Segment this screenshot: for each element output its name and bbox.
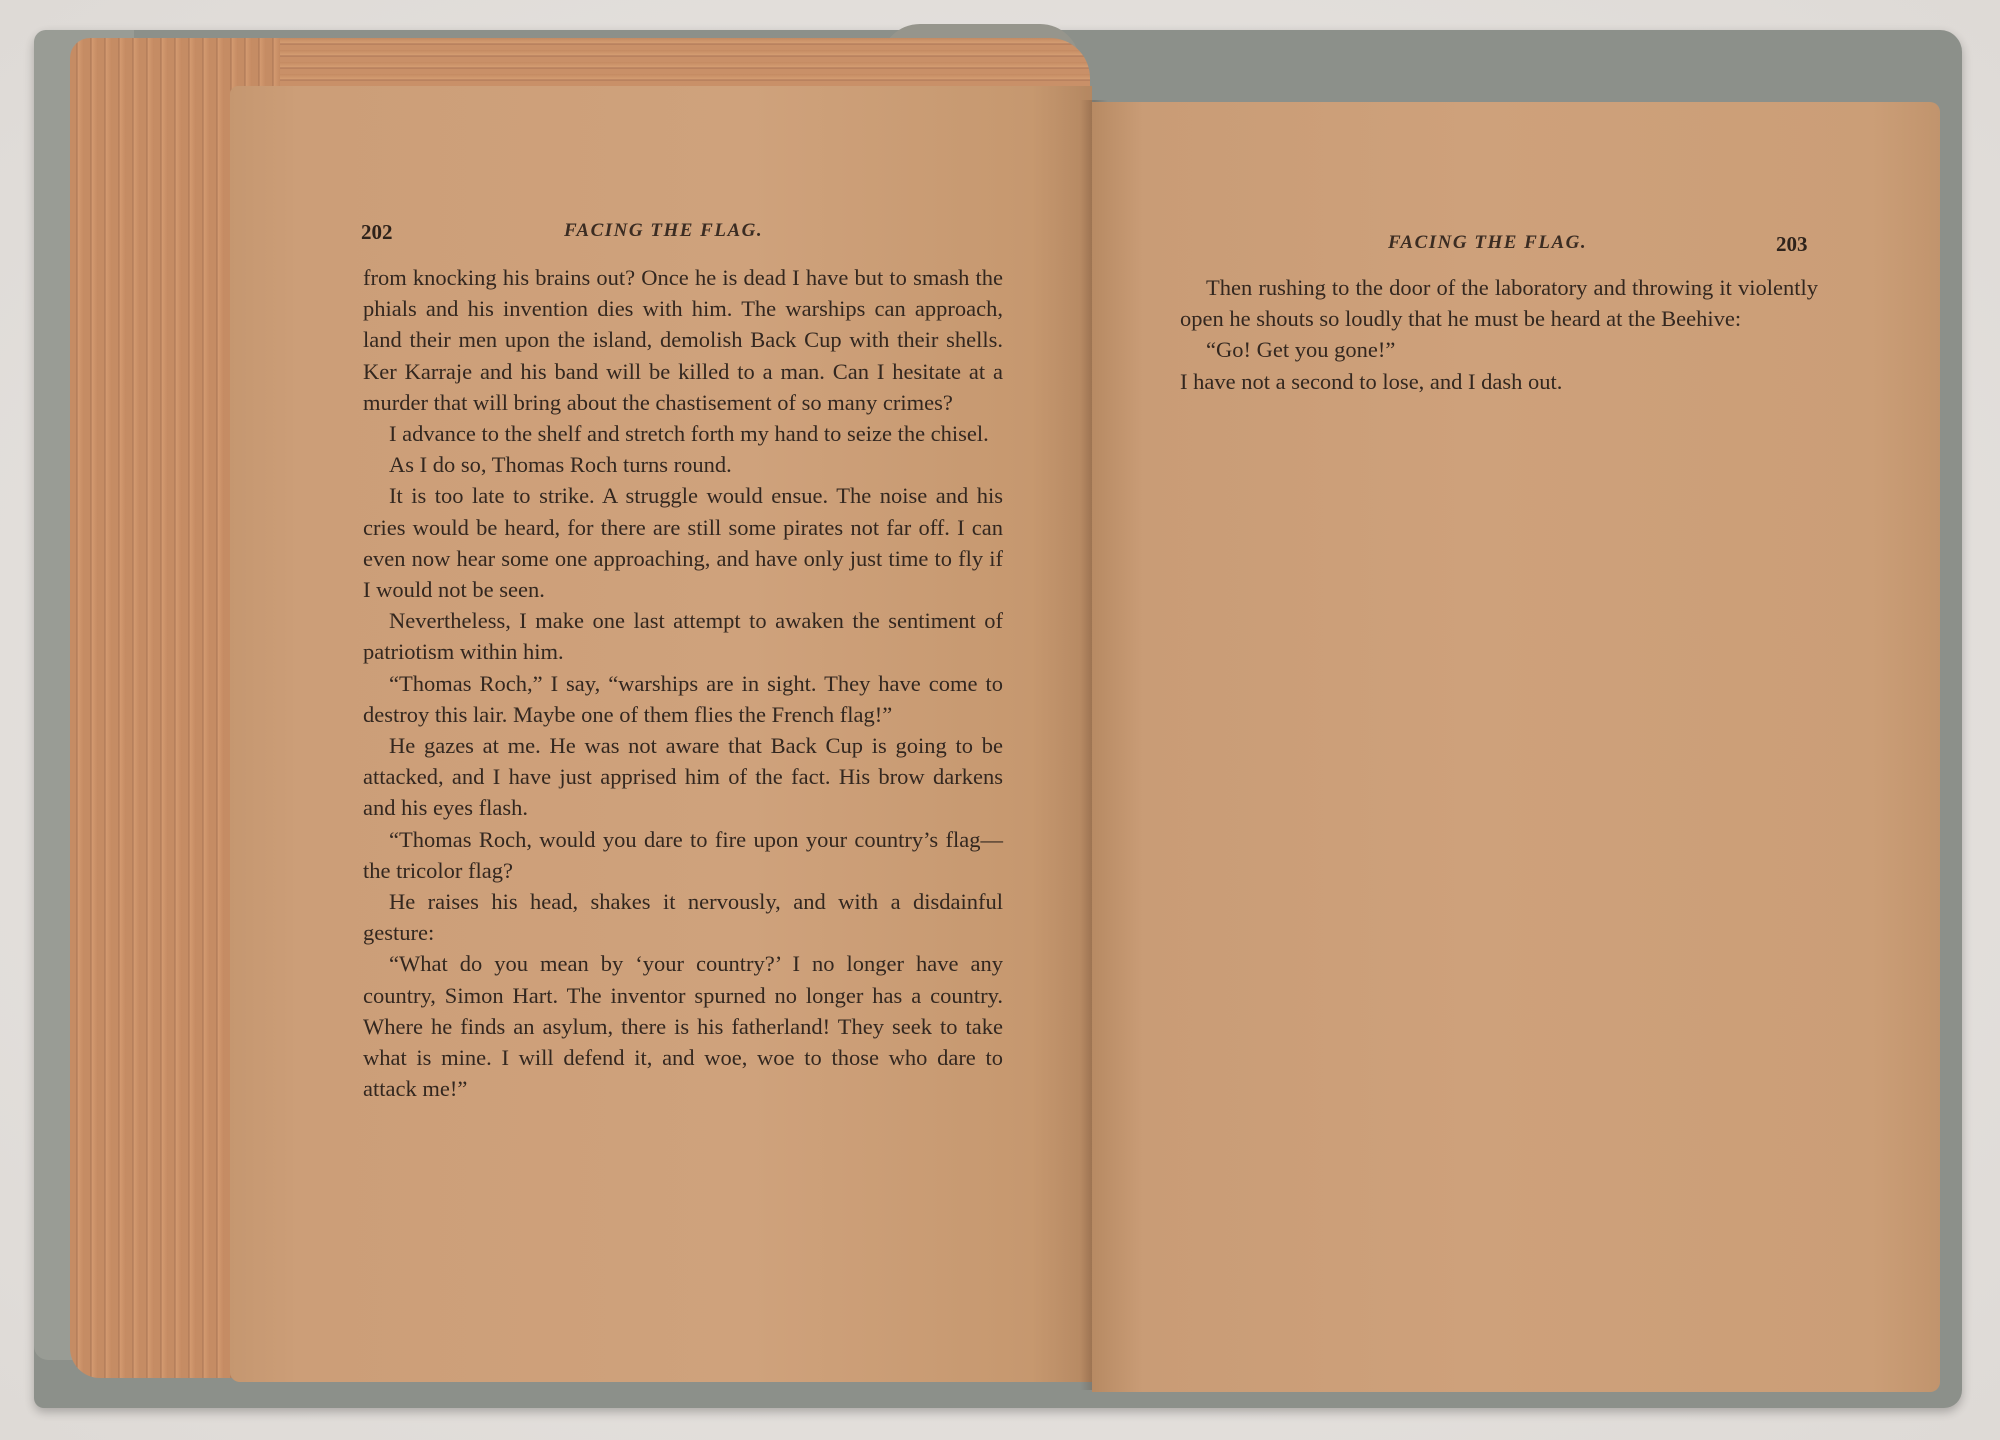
left-running-head: FACING THE FLAG. [564,220,764,241]
paragraph: Then rushing to the door of the laboratory and throwing it violently open he shouts so loudly that he must be heard at the Beehive: [1180,275,1818,332]
right-body-text [1180,272,1818,397]
paragraph: As I do so, Thomas Roch turns round. [389,452,732,478]
paragraph: “Thomas Roch, would you dare to fire upon your country’s flag—the tricolor flag? [363,826,1003,883]
right-running-head: FACING THE FLAG. [1388,232,1588,253]
paragraph: “Go! Get you gone!” [1206,337,1396,363]
paragraph: “Thomas Roch,” I say, “warships are in sight. They have come to destroy this lair. Maybe one of them flies the French flag!” [363,670,1003,727]
paragraph: from knocking his brains out? Once he is dead I have but to smash the phials and his invention dies with him. The warships can approach, land their men upon the island, demolish Back Cup with their shells. Ker Karraje and his band will be killed to a man. Can I hesitate at a murder that will bring about the chastisement of so many crimes? [363,265,1003,415]
paragraph: I have not a second to lose, and I dash out. [1180,368,1563,394]
paragraph: It is too late to strike. A struggle would ensue. The noise and his cries would be heard, for there are still some pirates not far off. I can even now hear some one approaching, and have only just time to fly if I would not be seen. [363,483,1003,603]
paragraph: I advance to the shelf and stretch forth my hand to seize the chisel. [389,421,989,447]
paragraph: He gazes at me. He was not aware that Back Cup is going to be attacked, and I have just apprised him of the fact. His brow darkens and his eyes flash. [363,733,1003,821]
left-page [230,86,1092,1382]
left-body-text [363,262,1003,1104]
left-page-number: 202 [361,220,393,244]
paragraph: “What do you mean by ‘your country?’ I no longer have any country, Simon Hart. The inventor spurned no longer has a country. Where he finds an asylum, there is his fatherland! They seek to take what is mine. I will defend it, and woe, woe to those who dare to attack me!” [363,951,1003,1102]
paragraph: He raises his head, shakes it nervously, and with a disdainful gesture: [363,889,1003,946]
right-page-number: 203 [1776,232,1808,256]
right-page [1092,102,1940,1392]
paragraph: Nevertheless, I make one last attempt to awaken the sentiment of patriotism within him. [363,608,1003,665]
